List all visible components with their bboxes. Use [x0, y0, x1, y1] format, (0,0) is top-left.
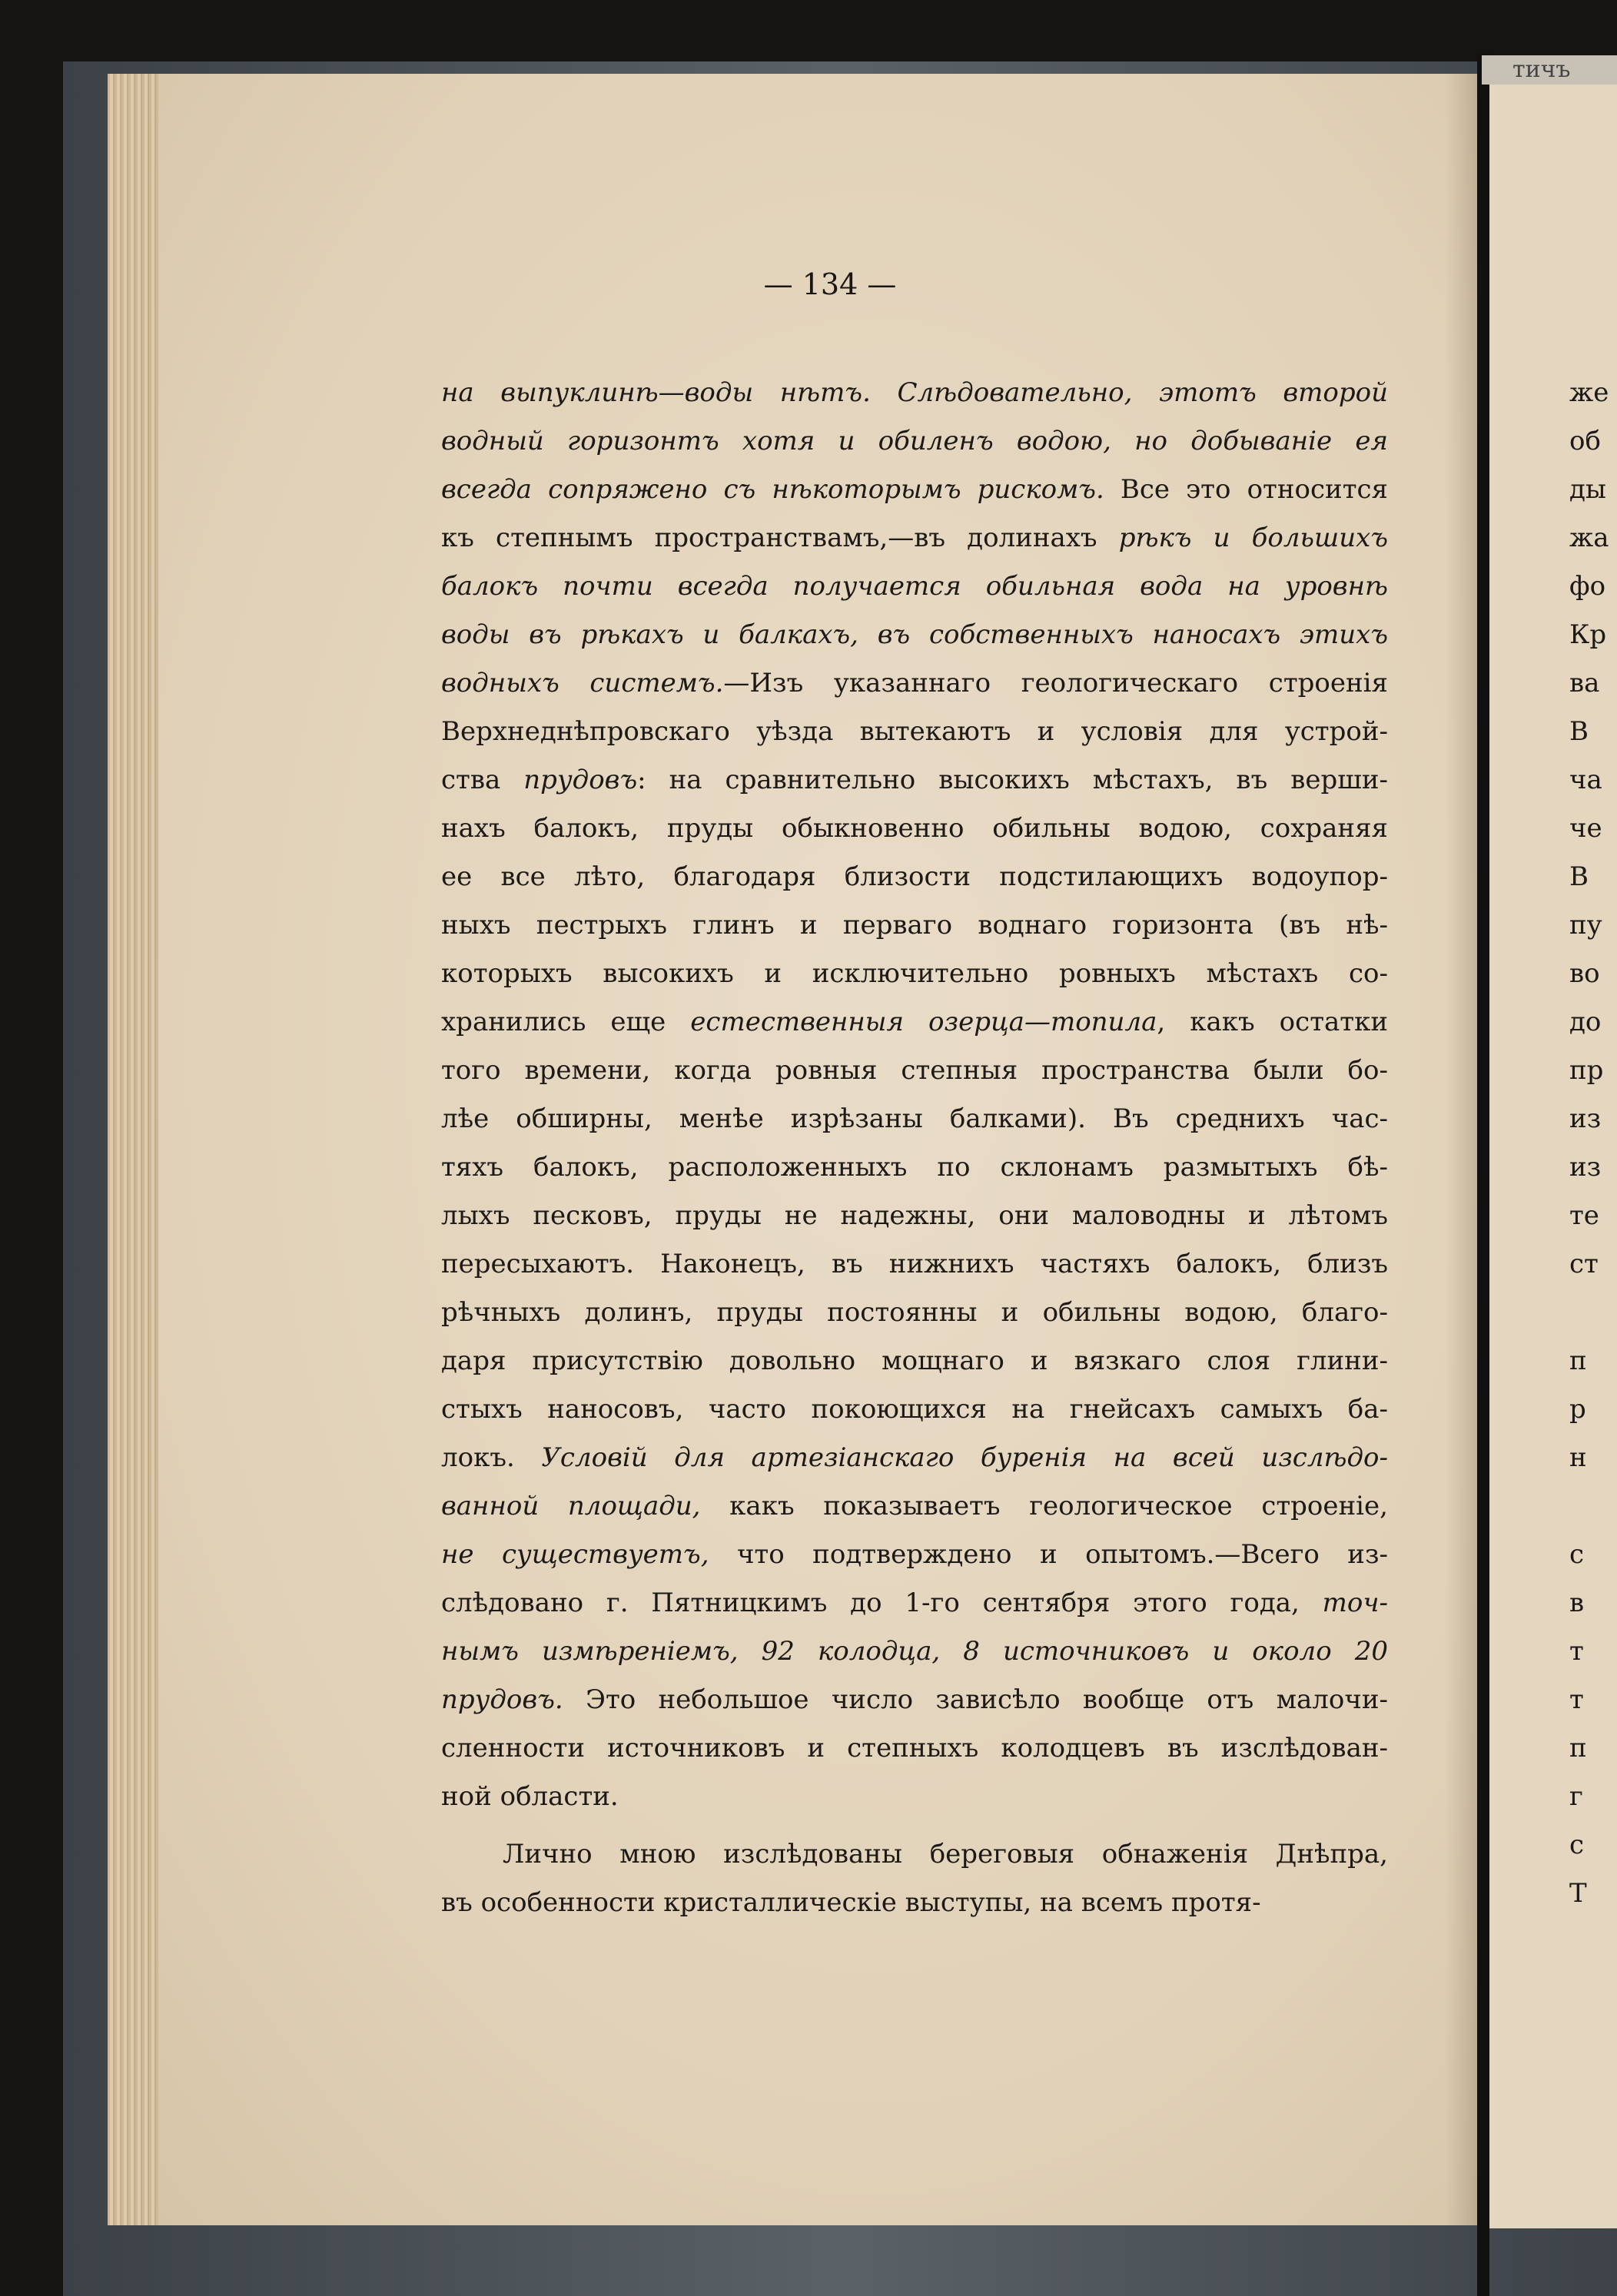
text-line [441, 562, 1388, 611]
text-line [441, 950, 1388, 998]
text-line [441, 901, 1388, 950]
edge-fragment: из [1569, 1103, 1602, 1134]
text-segment: стыхъ наносовъ, часто покоющихся на гнейсахъ самыхъ ба- [441, 1394, 1388, 1425]
text-segment: ства [441, 765, 524, 795]
text-line [441, 1773, 1388, 1821]
edge-fragment: т [1569, 1684, 1584, 1715]
text-segment: Все это относится [1104, 474, 1388, 505]
text-segment: рѣчныхъ долинъ, пруды постоянны и обильны водою, благо- [441, 1297, 1388, 1328]
text-segment: хранились еще [441, 1007, 691, 1037]
text-segment: того времени, когда ровныя степныя пространства были бо- [441, 1055, 1388, 1086]
text-line [441, 1879, 1388, 1927]
text-line [441, 1434, 1388, 1482]
text-line [441, 514, 1388, 562]
text-segment: Верхнеднѣпровскаго уѣзда вытекаютъ и условія для устрой- [441, 716, 1388, 747]
edge-fragment: ды [1569, 474, 1606, 505]
text-line [441, 1627, 1388, 1676]
text-line [441, 1482, 1388, 1531]
text-line [441, 1579, 1388, 1627]
text-line [441, 369, 1388, 417]
edge-fragment: во [1569, 958, 1600, 989]
text-line [441, 1676, 1388, 1724]
text-line [441, 805, 1388, 853]
italic-segment: Условій для артезіанскаго буренія на всей изслѣдо- [541, 1442, 1388, 1473]
text-segment: : на сравнительно высокихъ мѣстахъ, въ верши- [637, 765, 1388, 795]
text-segment: ее все лѣто, благодаря близости подстилающихъ водоупор- [441, 861, 1388, 892]
text-segment: Лично мною изслѣдованы береговыя обнаженія Днѣпра, [503, 1839, 1388, 1870]
edge-fragment: до [1569, 1007, 1602, 1037]
text-segment: лыхъ песковъ, пруды не надежны, они маловодны и лѣтомъ [441, 1200, 1388, 1231]
paragraph-gap [441, 1821, 1388, 1830]
italic-segment: балокъ почти всегда получается обильная вода на уровнѣ [441, 571, 1388, 602]
text-segment: ныхъ пестрыхъ глинъ и перваго воднаго горизонта (въ нѣ- [441, 910, 1388, 941]
edge-fragment: те [1569, 1200, 1599, 1231]
text-line [441, 659, 1388, 708]
italic-segment: прудовъ. [441, 1684, 563, 1715]
text-segment: что подтверждено и опытомъ.—Всего из- [709, 1539, 1388, 1570]
text-segment: которыхъ высокихъ и исключительно ровныхъ мѣстахъ со- [441, 958, 1388, 989]
text-line [441, 611, 1388, 659]
text-segment: нахъ балокъ, пруды обыкновенно обильны водою, сохраняя [441, 813, 1388, 844]
italic-segment: водный горизонтъ хотя и обиленъ водою, но добываніе ея [441, 426, 1388, 456]
text-segment: , какъ остатки [1157, 1007, 1388, 1037]
edge-fragment: из [1569, 1152, 1602, 1183]
text-segment: какъ показываетъ геологическое строеніе, [700, 1491, 1388, 1521]
text-line [441, 1047, 1388, 1095]
text-segment: сленности источниковъ и степныхъ колодцевъ въ изслѣдован- [441, 1733, 1388, 1763]
edge-fragment: Кр [1569, 619, 1607, 650]
text-line [441, 1095, 1388, 1143]
text-segment: —Изъ указаннаго геологическаго строенія [723, 668, 1388, 698]
text-line [441, 466, 1388, 514]
edge-fragment: п [1569, 1345, 1587, 1376]
edge-fragment: р [1569, 1394, 1586, 1425]
text-line [441, 853, 1388, 901]
edge-fragment: с [1569, 1539, 1585, 1570]
spine-label: тичъ [1482, 55, 1617, 85]
text-line [441, 1385, 1388, 1434]
right-page-text-fragments [1569, 369, 1617, 1918]
edge-fragment: с [1569, 1830, 1585, 1860]
edge-fragment: ва [1569, 668, 1600, 698]
text-segment: тяхъ балокъ, расположенныхъ по склонамъ размытыхъ бѣ- [441, 1152, 1388, 1183]
italic-segment: прудовъ [523, 765, 638, 795]
edge-fragment: че [1569, 813, 1602, 844]
text-line [441, 1143, 1388, 1192]
text-line [441, 417, 1388, 466]
edge-fragment: об [1569, 426, 1601, 456]
italic-segment: естественныя озерца—топила [690, 1007, 1157, 1037]
italic-segment: на выпуклинѣ—воды нѣтъ. Слѣдовательно, этотъ второй [441, 377, 1388, 408]
edge-fragment: жа [1569, 523, 1609, 553]
book-spine [1477, 54, 1489, 2296]
edge-fragment: же [1569, 377, 1609, 408]
edge-fragment: ст [1569, 1249, 1599, 1279]
text-line [441, 1240, 1388, 1289]
italic-segment: рѣкъ и большихъ [1118, 523, 1388, 553]
text-segment: локъ. [441, 1442, 542, 1473]
text-line [441, 998, 1388, 1047]
page-number: — 134 — [763, 267, 897, 301]
text-line [441, 1192, 1388, 1240]
edge-fragment: В [1569, 716, 1589, 747]
edge-fragment: пр [1569, 1055, 1604, 1086]
page-block-edge [108, 74, 158, 2225]
edge-fragment: пу [1569, 910, 1602, 941]
body-text [441, 369, 1388, 1927]
italic-segment: всегда сопряжено съ нѣкоторымъ рискомъ. [441, 474, 1104, 505]
text-segment: ной области. [441, 1781, 619, 1812]
text-segment: въ особенности кристаллическіе выступы, на всемъ протя- [441, 1887, 1261, 1918]
text-segment: слѣдовано г. Пятницкимъ до 1-го сентября этого года, [441, 1588, 1323, 1618]
edge-fragment: В [1569, 861, 1589, 892]
italic-segment: не существуетъ, [441, 1539, 709, 1570]
edge-fragment [1569, 1289, 1617, 1337]
text-segment: Это небольшое число зависѣло вообще отъ малочи- [563, 1684, 1388, 1715]
edge-fragment: в [1569, 1588, 1585, 1618]
edge-fragment: фо [1569, 571, 1606, 602]
text-line [441, 756, 1388, 805]
text-line [441, 1289, 1388, 1337]
edge-fragment [1569, 1482, 1617, 1531]
text-line [441, 1724, 1388, 1773]
italic-segment: воды въ рѣкахъ и балкахъ, въ собственныхъ наносахъ этихъ [441, 619, 1388, 650]
edge-fragment: т [1569, 1636, 1584, 1667]
text-line [441, 708, 1388, 756]
edge-fragment: Т [1569, 1878, 1587, 1909]
edge-fragment: п [1569, 1733, 1587, 1763]
text-segment: даря присутствію довольно мощнаго и вязкаго слоя глини- [441, 1345, 1388, 1376]
italic-segment: водныхъ системъ. [441, 668, 724, 698]
text-line [441, 1531, 1388, 1579]
text-segment: къ степнымъ пространствамъ,—въ долинахъ [441, 523, 1119, 553]
italic-segment: ванной площади, [441, 1491, 701, 1521]
text-line [441, 1830, 1388, 1879]
text-line [441, 1337, 1388, 1385]
edge-fragment: г [1569, 1781, 1583, 1812]
italic-segment: нымъ измѣреніемъ, 92 колодца, 8 источниковъ и около 20 [441, 1636, 1388, 1667]
edge-fragment: н [1569, 1442, 1587, 1473]
text-segment: пересыхаютъ. Наконецъ, въ нижнихъ частяхъ балокъ, близъ [441, 1249, 1388, 1279]
edge-fragment: ча [1569, 765, 1602, 795]
italic-segment: точ- [1322, 1588, 1388, 1618]
text-segment: лѣе обширны, менѣе изрѣзаны балками). Въ среднихъ час- [441, 1103, 1388, 1134]
